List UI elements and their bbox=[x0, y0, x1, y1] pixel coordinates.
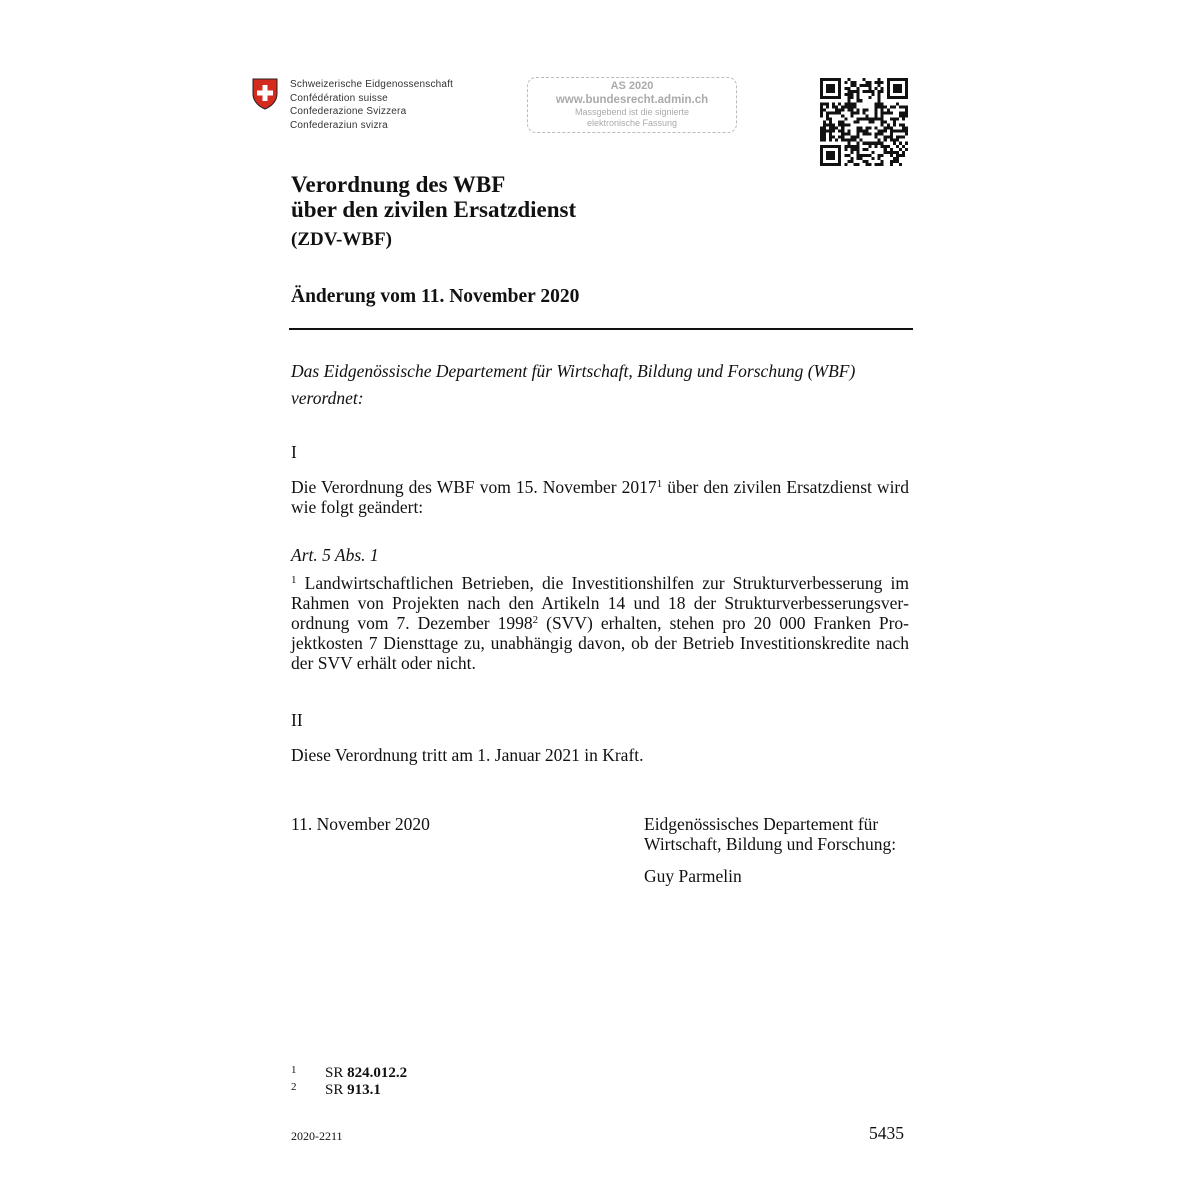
footnote-number: 2 bbox=[291, 1081, 297, 1093]
qr-code-icon bbox=[820, 78, 908, 166]
title-line-2: über den zivilen Ersatzdienst bbox=[291, 197, 577, 222]
paragraph-number: 1 bbox=[291, 574, 297, 586]
preamble-line-2: verordnet: bbox=[291, 388, 364, 408]
confederation-names bbox=[290, 78, 453, 132]
stamp-note-1: Massgebend ist die signierte bbox=[574, 107, 690, 117]
section-heading-2: II bbox=[291, 710, 303, 730]
paragraph-text: (SVV) erhalten, stehen pro 20 000 Franken Projektkosten 7 Diensttage zu, unabhängig davon, ob der Betrieb Investitionskredite nach der SVV erhält oder nicht. bbox=[291, 613, 909, 673]
amendment-intro-paragraph bbox=[291, 477, 909, 517]
official-collection-stamp bbox=[527, 77, 737, 133]
footnote-2 bbox=[291, 1079, 381, 1099]
footnote-prefix: SR bbox=[325, 1082, 348, 1098]
document-number: 2020-2211 bbox=[291, 1129, 343, 1143]
signer-name: Guy Parmelin bbox=[644, 866, 742, 886]
document-title bbox=[291, 172, 576, 222]
signing-department bbox=[644, 814, 914, 854]
stamp-collection: AS 2020 bbox=[610, 80, 654, 92]
footnote-number: 1 bbox=[291, 1064, 297, 1076]
page-number: 5435 bbox=[869, 1123, 904, 1143]
stamp-note-2: elektronische Fassung bbox=[586, 118, 678, 128]
department-line-1: Eidgenössisches Departement für bbox=[644, 814, 879, 834]
entry-into-force: Diese Verordnung tritt am 1. Januar 2021 in Kraft. bbox=[291, 745, 644, 765]
preamble bbox=[291, 358, 911, 412]
title-line-1: Verordnung des WBF bbox=[291, 172, 506, 197]
article-heading: Art. 5 Abs. 1 bbox=[291, 545, 379, 565]
footnote-ref-1[interactable]: 1 bbox=[656, 478, 663, 490]
stamp-url[interactable]: www.bundesrecht.admin.ch bbox=[555, 94, 709, 106]
department-line-2: Wirtschaft, Bildung und Forschung: bbox=[644, 834, 897, 854]
footnote-reference[interactable]: 824.012.2 bbox=[347, 1065, 408, 1081]
confederation-name-de: Schweizerische Eidgenossenschaft bbox=[290, 79, 454, 90]
confederation-name-rm: Confederaziun svizra bbox=[290, 119, 388, 131]
footnote-ref-2[interactable]: 2 bbox=[532, 614, 539, 626]
title-divider bbox=[289, 328, 913, 330]
confederation-name-it: Confederazione Svizzera bbox=[290, 106, 407, 117]
paragraph-text: über den zivilen Ersatzdienst wird wie folgt geändert: bbox=[291, 477, 910, 517]
section-heading-1: I bbox=[291, 442, 297, 462]
confederation-name-fr: Confédération suisse bbox=[290, 92, 388, 104]
preamble-line-1: Das Eidgenössische Departement für Wirtschaft, Bildung und Forschung (WBF) bbox=[291, 361, 856, 381]
signature-date: 11. November 2020 bbox=[291, 814, 430, 834]
paragraph-text: Landwirtschaftlichen Betrieben, die Investitionshilfen zur Strukturverbesserung im Rahmen von Projekten nach den Artikeln 14 und 18 der Strukturverbesserungsverordnung vom 7. Dezember 1998 bbox=[291, 573, 909, 633]
amendment-date: Änderung vom 11. November 2020 bbox=[291, 286, 580, 307]
title-abbreviation: (ZDV-WBF) bbox=[291, 229, 392, 250]
article-paragraph bbox=[291, 573, 909, 673]
footnote-prefix: SR bbox=[325, 1065, 348, 1081]
footnote-reference[interactable]: 913.1 bbox=[347, 1082, 381, 1098]
swiss-cross-icon bbox=[252, 78, 278, 110]
paragraph-text: Die Verordnung des WBF vom 15. November 2017 bbox=[291, 477, 657, 497]
